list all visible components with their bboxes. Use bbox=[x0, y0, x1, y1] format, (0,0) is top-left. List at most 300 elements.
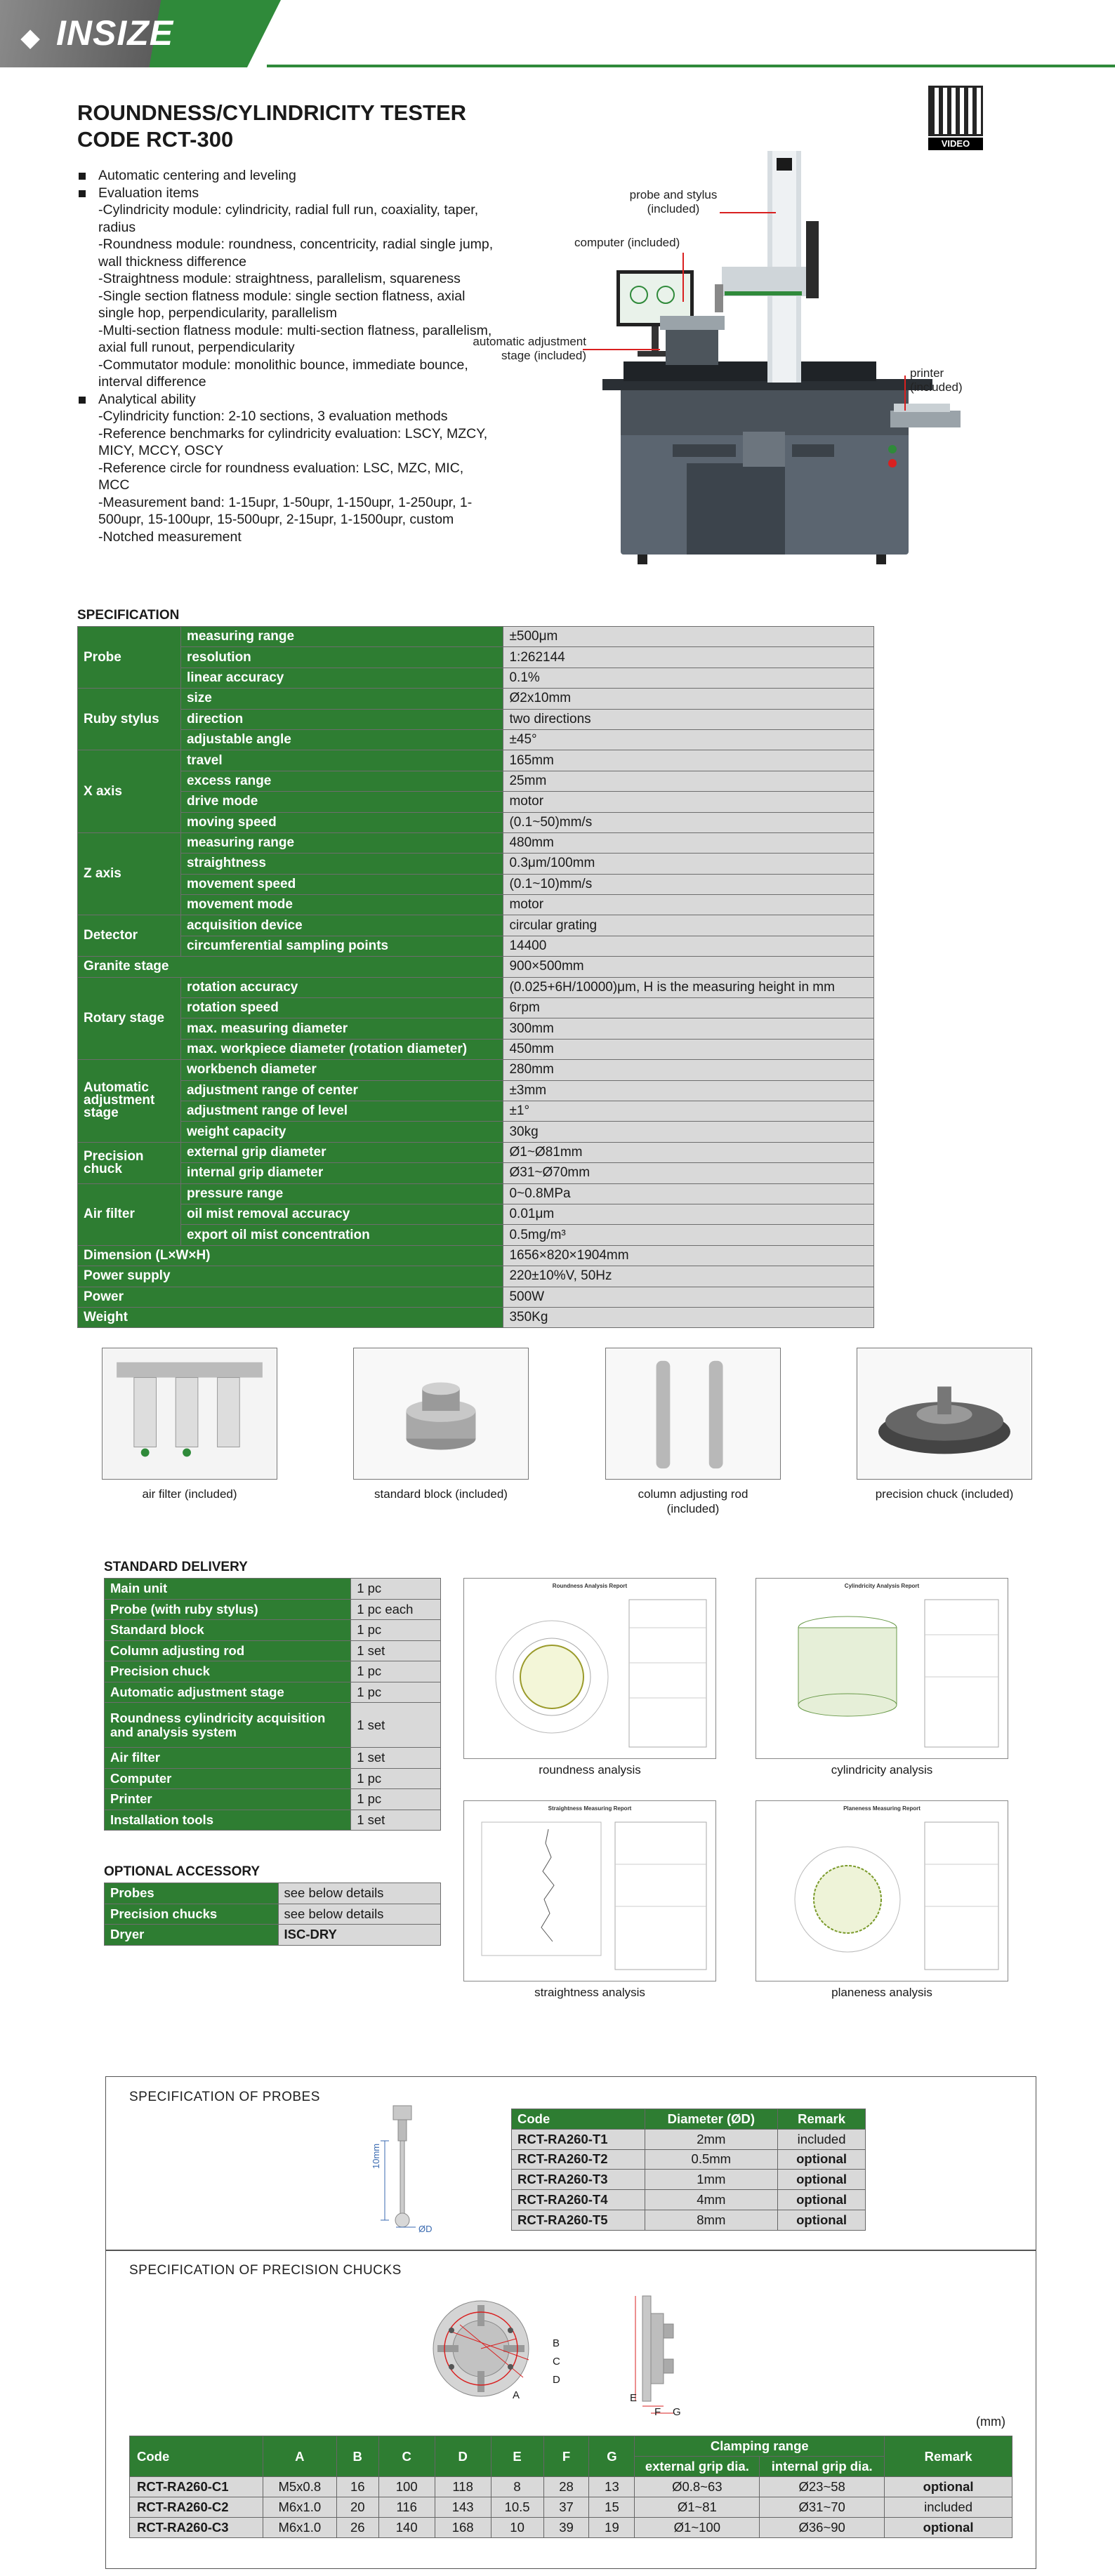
spec-value: motor bbox=[503, 895, 874, 915]
spec-row bbox=[78, 1204, 874, 1224]
probe-remark: optional bbox=[778, 2190, 866, 2210]
logo-arrow-icon: ◆ bbox=[21, 25, 40, 51]
feature-subitem: -Single section flatness module: single section flatness, axial single hop, perpendicularity, parallelism bbox=[98, 288, 466, 321]
probe-row bbox=[512, 2170, 866, 2190]
chuck-value: Ø1~81 bbox=[635, 2497, 760, 2518]
spec-param: adjustment range of center bbox=[180, 1080, 503, 1101]
optional-accessory-table bbox=[104, 1883, 441, 1946]
feature-list bbox=[77, 167, 499, 545]
callout-line-probe bbox=[720, 212, 776, 213]
delivery-row bbox=[105, 1789, 441, 1810]
accessory-detail: see below details bbox=[278, 1883, 440, 1904]
feature-subitem: -Multi-section flatness module: multi-section flatness, parallelism, axial full runout, perpendicularity bbox=[98, 322, 492, 355]
chuck-label-b: B bbox=[553, 2337, 560, 2349]
chuck-value: 20 bbox=[336, 2497, 378, 2518]
box-divider bbox=[105, 2250, 1036, 2251]
chuck-value: 8 bbox=[491, 2477, 543, 2497]
probe-diagram bbox=[365, 2102, 442, 2236]
chuck-label-g: G bbox=[673, 2406, 681, 2418]
title-line-2: CODE RCT-300 bbox=[77, 127, 234, 152]
chuck-value: Ø1~100 bbox=[635, 2518, 760, 2538]
delivery-item: Main unit bbox=[105, 1579, 351, 1600]
chuck-value: M6x1.0 bbox=[263, 2518, 336, 2538]
delivery-row bbox=[105, 1810, 441, 1831]
spec-param: size bbox=[180, 689, 503, 709]
chuck-row bbox=[130, 2477, 1012, 2497]
chuck-front-diagram bbox=[418, 2290, 558, 2409]
spec-value: motor bbox=[503, 792, 874, 812]
probes-heading: SPECIFICATION OF PROBES bbox=[129, 2090, 320, 2104]
probe-code: RCT-RA260-T4 bbox=[512, 2190, 645, 2210]
spec-value: 450mm bbox=[503, 1039, 874, 1059]
callout-stage: automatic adjustment stage (included) bbox=[473, 335, 586, 362]
spec-row bbox=[78, 895, 874, 915]
spec-table bbox=[77, 626, 874, 1328]
spec-param: movement mode bbox=[180, 895, 503, 915]
delivery-qty: 1 set bbox=[351, 1810, 441, 1831]
chuck-value: 143 bbox=[435, 2497, 491, 2518]
spec-row bbox=[78, 668, 874, 688]
chuck-value: optional bbox=[885, 2477, 1012, 2497]
spec-group-label: Z axis bbox=[78, 832, 181, 915]
delivery-qty: 1 pc bbox=[351, 1620, 441, 1641]
feature-subitem: -Straightness module: straightness, parallelism, squareness bbox=[98, 271, 461, 286]
delivery-qty: 1 pc bbox=[351, 1768, 441, 1789]
chuck-value: optional bbox=[885, 2518, 1012, 2538]
probes-table bbox=[511, 2109, 866, 2231]
delivery-item: Printer bbox=[105, 1789, 351, 1810]
delivery-item: Automatic adjustment stage bbox=[105, 1682, 351, 1703]
spec-param: moving speed bbox=[180, 812, 503, 832]
chuck-value: 26 bbox=[336, 2518, 378, 2538]
accessory-item: Probes bbox=[105, 1883, 279, 1904]
chuck-row bbox=[130, 2518, 1012, 2538]
feature-subitem: -Measurement band: 1-15upr, 1-50upr, 1-150upr, 1-250upr, 1-500upr, 15-100upr, 15-500upr, 2-15upr, 1-1500upr, custom bbox=[98, 494, 473, 527]
spec-row bbox=[78, 729, 874, 750]
spec-row bbox=[78, 1307, 874, 1327]
spec-group-label: Ruby stylus bbox=[78, 689, 181, 750]
chuck-value: Ø36~90 bbox=[760, 2518, 885, 2538]
probe-diameter: 8mm bbox=[645, 2210, 778, 2230]
callout-probe: probe and stylus (included) bbox=[629, 188, 718, 215]
delivery-item: Roundness cylindricity acquisition and analysis system bbox=[105, 1703, 351, 1748]
chuck-side-diagram bbox=[628, 2285, 720, 2419]
delivery-row bbox=[105, 1748, 441, 1769]
feature-subitem: -Cylindricity module: cylindricity, radial full run, coaxiality, taper, radius bbox=[98, 202, 479, 235]
spec-param: measuring range bbox=[180, 627, 503, 647]
spec-value: circular grating bbox=[503, 915, 874, 936]
accessory-row bbox=[105, 1883, 441, 1904]
spec-value: 0.1% bbox=[503, 668, 874, 688]
spec-param: circumferential sampling points bbox=[180, 936, 503, 956]
feature-subitem: -Roundness module: roundness, concentricity, radial single jump, wall thickness difference bbox=[98, 237, 494, 270]
cylindricity-plot bbox=[756, 1579, 1009, 1760]
chuck-value: 28 bbox=[543, 2477, 589, 2497]
delivery-qty: 1 set bbox=[351, 1703, 441, 1748]
spec-row bbox=[78, 1245, 874, 1266]
spec-row bbox=[78, 1183, 874, 1204]
spec-row bbox=[78, 1080, 874, 1101]
spec-value: 1:262144 bbox=[503, 647, 874, 668]
spec-group-label: Power bbox=[78, 1287, 503, 1307]
chuck-value: 13 bbox=[589, 2477, 635, 2497]
delivery-qty: 1 pc each bbox=[351, 1599, 441, 1620]
delivery-row bbox=[105, 1661, 441, 1682]
qr-icon bbox=[928, 86, 983, 136]
spec-value: (0.025+6H/10000)μm, H is the measuring height in mm bbox=[503, 977, 874, 997]
report-caption-cylindricity: cylindricity analysis bbox=[831, 1763, 933, 1777]
delivery-row bbox=[105, 1579, 441, 1600]
chuck-value: Ø31~70 bbox=[760, 2497, 885, 2518]
spec-row bbox=[78, 647, 874, 668]
probe-row bbox=[512, 2190, 866, 2210]
spec-value: 300mm bbox=[503, 1018, 874, 1039]
chuck-label-c: C bbox=[553, 2356, 560, 2368]
precision-chuck-image bbox=[857, 1348, 1032, 1480]
chuck-label-f: F bbox=[654, 2406, 661, 2418]
spec-param: oil mist removal accuracy bbox=[180, 1204, 503, 1224]
spec-value: 0~0.8MPa bbox=[503, 1183, 874, 1204]
callout-line-computer bbox=[682, 253, 684, 302]
spec-row bbox=[78, 1225, 874, 1245]
callout-computer: computer (included) bbox=[574, 236, 680, 249]
spec-value: Ø31~Ø70mm bbox=[503, 1163, 874, 1183]
spec-group-label: Air filter bbox=[78, 1183, 181, 1245]
spec-row bbox=[78, 1060, 874, 1080]
chucks-header: G bbox=[589, 2436, 635, 2477]
feature-subitem: -Notched measurement bbox=[98, 529, 242, 545]
spec-value: ±500μm bbox=[503, 627, 874, 647]
probe-row bbox=[512, 2210, 866, 2230]
spec-value: 165mm bbox=[503, 750, 874, 771]
optional-accessory-title: OPTIONAL ACCESSORY bbox=[104, 1864, 260, 1879]
cylindricity-report bbox=[756, 1578, 1008, 1759]
probes-header: Diameter (ØD) bbox=[645, 2109, 778, 2130]
spec-value: 14400 bbox=[503, 936, 874, 956]
chuck-value: 116 bbox=[378, 2497, 435, 2518]
spec-value: two directions bbox=[503, 709, 874, 729]
chuck-value: 16 bbox=[336, 2477, 378, 2497]
spec-value: 0.5mg/m³ bbox=[503, 1225, 874, 1245]
spec-param: pressure range bbox=[180, 1183, 503, 1204]
spec-row bbox=[78, 771, 874, 791]
delivery-qty: 1 set bbox=[351, 1640, 441, 1661]
delivery-item: Precision chuck bbox=[105, 1661, 351, 1682]
chuck-value: M5x0.8 bbox=[263, 2477, 336, 2497]
spec-row bbox=[78, 874, 874, 894]
standard-delivery-title: STANDARD DELIVERY bbox=[104, 1560, 248, 1574]
spec-param: external grip diameter bbox=[180, 1142, 503, 1162]
accessory-detail: ISC-DRY bbox=[278, 1925, 440, 1946]
delivery-qty: 1 pc bbox=[351, 1661, 441, 1682]
spec-value: 0.01μm bbox=[503, 1204, 874, 1224]
straightness-plot bbox=[464, 1801, 717, 1982]
delivery-row bbox=[105, 1599, 441, 1620]
callout-line-printer bbox=[904, 376, 906, 411]
chuck-code: RCT-RA260-C1 bbox=[130, 2477, 263, 2497]
brand-logo: INSIZE bbox=[56, 13, 174, 53]
spec-row bbox=[78, 1142, 874, 1162]
delivery-row bbox=[105, 1703, 441, 1748]
spec-param: max. measuring diameter bbox=[180, 1018, 503, 1039]
spec-param: direction bbox=[180, 709, 503, 729]
spec-value: Ø2x10mm bbox=[503, 689, 874, 709]
probe-row bbox=[512, 2129, 866, 2149]
chuck-code: RCT-RA260-C3 bbox=[130, 2518, 263, 2538]
chuck-value: included bbox=[885, 2497, 1012, 2518]
spec-group-label: X axis bbox=[78, 750, 181, 833]
chuck-label-e: E bbox=[630, 2392, 638, 2404]
spec-row bbox=[78, 854, 874, 874]
probe-diameter: 2mm bbox=[645, 2129, 778, 2149]
spec-value: Ø1~Ø81mm bbox=[503, 1142, 874, 1162]
probe-diameter: 4mm bbox=[645, 2190, 778, 2210]
spec-param: straightness bbox=[180, 854, 503, 874]
spec-group-label: Weight bbox=[78, 1307, 503, 1327]
qr-label: VIDEO bbox=[928, 138, 983, 150]
spec-group-label: Detector bbox=[78, 915, 181, 957]
report-title: Planeness Measuring Report bbox=[843, 1805, 921, 1812]
spec-value: 1656×820×1904mm bbox=[503, 1245, 874, 1266]
delivery-item: Computer bbox=[105, 1768, 351, 1789]
delivery-row bbox=[105, 1640, 441, 1661]
chuck-value: 118 bbox=[435, 2477, 491, 2497]
chucks-header: D bbox=[435, 2436, 491, 2477]
probe-code: RCT-RA260-T2 bbox=[512, 2149, 645, 2170]
report-title: Roundness Analysis Report bbox=[552, 1583, 628, 1589]
standard-delivery-table bbox=[104, 1578, 441, 1831]
spec-row bbox=[78, 792, 874, 812]
spec-param: resolution bbox=[180, 647, 503, 668]
spec-value: (0.1~10)mm/s bbox=[503, 874, 874, 894]
spec-row bbox=[78, 627, 874, 647]
callout-printer: printer (included) bbox=[910, 366, 963, 394]
spec-value: 480mm bbox=[503, 832, 874, 853]
thumb-caption-column-rod: column adjusting rod (included) bbox=[638, 1487, 748, 1515]
chuck-value: Ø0.8~63 bbox=[635, 2477, 760, 2497]
air-filter-image bbox=[102, 1348, 277, 1480]
probe-remark: optional bbox=[778, 2210, 866, 2230]
chuck-value: Ø23~58 bbox=[760, 2477, 885, 2497]
spec-param: measuring range bbox=[180, 832, 503, 853]
straightness-report bbox=[463, 1800, 716, 1981]
spec-group-label: Power supply bbox=[78, 1266, 503, 1287]
probes-header: Code bbox=[512, 2109, 645, 2130]
spec-group-label: Dimension (L×W×H) bbox=[78, 1245, 503, 1266]
accessory-detail: see below details bbox=[278, 1904, 440, 1925]
spec-value: 220±10%V, 50Hz bbox=[503, 1266, 874, 1287]
spec-row bbox=[78, 936, 874, 956]
chucks-header: E bbox=[491, 2436, 543, 2477]
spec-value: (0.1~50)mm/s bbox=[503, 812, 874, 832]
feature-bullet: Automatic centering and leveling bbox=[77, 167, 499, 185]
spec-param: export oil mist concentration bbox=[180, 1225, 503, 1245]
delivery-row bbox=[105, 1620, 441, 1641]
spec-value: ±45° bbox=[503, 729, 874, 750]
spec-row bbox=[78, 689, 874, 709]
chuck-label-d: D bbox=[553, 2374, 560, 2386]
accessory-row bbox=[105, 1925, 441, 1946]
delivery-item: Column adjusting rod bbox=[105, 1640, 351, 1661]
spec-row bbox=[78, 1163, 874, 1183]
report-caption-roundness: roundness analysis bbox=[539, 1763, 641, 1777]
accessory-item: Dryer bbox=[105, 1925, 279, 1946]
chucks-header: Clamping range bbox=[635, 2436, 885, 2457]
feature-subitem: -Cylindricity function: 2-10 sections, 3 evaluation methods bbox=[98, 409, 448, 424]
spec-row bbox=[78, 1122, 874, 1142]
spec-group-label: Automatic adjustment stage bbox=[78, 1060, 181, 1143]
delivery-qty: 1 pc bbox=[351, 1789, 441, 1810]
spec-value: 500W bbox=[503, 1287, 874, 1307]
probe-code: RCT-RA260-T3 bbox=[512, 2170, 645, 2190]
spec-row bbox=[78, 832, 874, 853]
spec-row bbox=[78, 1039, 874, 1059]
probe-remark: optional bbox=[778, 2149, 866, 2170]
spec-group-label: Rotary stage bbox=[78, 977, 181, 1060]
chuck-value: M6x1.0 bbox=[263, 2497, 336, 2518]
thumb-caption-air-filter: air filter (included) bbox=[142, 1487, 237, 1501]
spec-row bbox=[78, 812, 874, 832]
spec-row bbox=[78, 1101, 874, 1121]
spec-value: ±3mm bbox=[503, 1080, 874, 1101]
probes-header: Remark bbox=[778, 2109, 866, 2130]
chuck-value: 140 bbox=[378, 2518, 435, 2538]
report-caption-straightness: straightness analysis bbox=[534, 1986, 645, 1999]
spec-param: workbench diameter bbox=[180, 1060, 503, 1080]
probes-header-row bbox=[512, 2109, 866, 2130]
spec-param: rotation speed bbox=[180, 998, 503, 1018]
delivery-item: Air filter bbox=[105, 1748, 351, 1769]
chucks-header: A bbox=[263, 2436, 336, 2477]
chuck-label-a: A bbox=[513, 2389, 520, 2401]
delivery-row bbox=[105, 1682, 441, 1703]
spec-value: 0.3μm/100mm bbox=[503, 854, 874, 874]
spec-value: 280mm bbox=[503, 1060, 874, 1080]
spec-row bbox=[78, 1287, 874, 1307]
spec-row bbox=[78, 1018, 874, 1039]
spec-param: linear accuracy bbox=[180, 668, 503, 688]
chucks-header: Remark bbox=[885, 2436, 1012, 2477]
standard-block-image bbox=[353, 1348, 529, 1480]
spec-group-label: Probe bbox=[78, 627, 181, 689]
header-bar bbox=[0, 0, 1115, 67]
spec-row bbox=[78, 915, 874, 936]
probe-remark: optional bbox=[778, 2170, 866, 2190]
chucks-header: F bbox=[543, 2436, 589, 2477]
spec-param: rotation accuracy bbox=[180, 977, 503, 997]
spec-row bbox=[78, 998, 874, 1018]
chuck-code: RCT-RA260-C2 bbox=[130, 2497, 263, 2518]
spec-param: adjustment range of level bbox=[180, 1101, 503, 1121]
qr-code[interactable] bbox=[928, 86, 984, 150]
planeness-report bbox=[756, 1800, 1008, 1981]
callout-line-stage bbox=[583, 349, 660, 350]
accessory-item: Precision chucks bbox=[105, 1904, 279, 1925]
chuck-value: 37 bbox=[543, 2497, 589, 2518]
page-title bbox=[77, 100, 466, 153]
chuck-value: 15 bbox=[589, 2497, 635, 2518]
delivery-item: Probe (with ruby stylus) bbox=[105, 1599, 351, 1620]
feature-subitem: -Commutator module: monolithic bounce, immediate bounce, interval difference bbox=[98, 357, 468, 390]
delivery-item: Standard block bbox=[105, 1620, 351, 1641]
spec-param: acquisition device bbox=[180, 915, 503, 936]
spec-value: 30kg bbox=[503, 1122, 874, 1142]
delivery-item: Installation tools bbox=[105, 1810, 351, 1831]
thumb-caption-precision-chuck: precision chuck (included) bbox=[875, 1487, 1014, 1501]
spec-param: max. workpiece diameter (rotation diameter) bbox=[180, 1039, 503, 1059]
spec-value: 900×500mm bbox=[503, 957, 874, 977]
delivery-row bbox=[105, 1768, 441, 1789]
chucks-heading: SPECIFICATION OF PRECISION CHUCKS bbox=[129, 2263, 402, 2278]
chucks-subheader: external grip dia. bbox=[635, 2457, 760, 2477]
spec-param: internal grip diameter bbox=[180, 1163, 503, 1183]
chucks-header: Code bbox=[130, 2436, 263, 2477]
spec-row bbox=[78, 709, 874, 729]
probe-diameter-label: ØD bbox=[418, 2224, 433, 2234]
chuck-value: 10.5 bbox=[491, 2497, 543, 2518]
thumb-caption-standard-block: standard block (included) bbox=[374, 1487, 508, 1501]
spec-value: 6rpm bbox=[503, 998, 874, 1018]
spec-param: drive mode bbox=[180, 792, 503, 812]
probe-diameter: 1mm bbox=[645, 2170, 778, 2190]
chucks-table bbox=[129, 2436, 1012, 2538]
report-title: Cylindricity Analysis Report bbox=[844, 1583, 920, 1589]
spec-row bbox=[78, 1266, 874, 1287]
spec-value: 350Kg bbox=[503, 1307, 874, 1327]
header-rule bbox=[267, 65, 1115, 67]
chuck-value: 168 bbox=[435, 2518, 491, 2538]
chucks-header: C bbox=[378, 2436, 435, 2477]
spec-row bbox=[78, 750, 874, 771]
planeness-plot bbox=[756, 1801, 1009, 1982]
chuck-value: 100 bbox=[378, 2477, 435, 2497]
chuck-value: 39 bbox=[543, 2518, 589, 2538]
spec-row bbox=[78, 977, 874, 997]
spec-param: movement speed bbox=[180, 874, 503, 894]
spec-param: weight capacity bbox=[180, 1122, 503, 1142]
spec-group-label: Precision chuck bbox=[78, 1142, 181, 1183]
chuck-value: 10 bbox=[491, 2518, 543, 2538]
feature-bullet: Evaluation items bbox=[77, 185, 499, 202]
report-title: Straightness Measuring Report bbox=[548, 1805, 632, 1812]
spec-param: travel bbox=[180, 750, 503, 771]
probe-code: RCT-RA260-T1 bbox=[512, 2129, 645, 2149]
feature-bullet: Analytical ability bbox=[77, 391, 499, 409]
probe-remark: included bbox=[778, 2129, 866, 2149]
spec-row bbox=[78, 957, 874, 977]
accessory-row bbox=[105, 1904, 441, 1925]
delivery-qty: 1 set bbox=[351, 1748, 441, 1769]
report-caption-planeness: planeness analysis bbox=[831, 1986, 932, 1999]
chuck-value: 19 bbox=[589, 2518, 635, 2538]
roundness-plot bbox=[464, 1579, 717, 1760]
spec-param: adjustable angle bbox=[180, 729, 503, 750]
probe-row bbox=[512, 2149, 866, 2170]
unit-label: (mm) bbox=[976, 2415, 1005, 2429]
spec-group-label: Granite stage bbox=[78, 957, 503, 977]
chucks-header: B bbox=[336, 2436, 378, 2477]
probe-length-label: 10mm bbox=[371, 2143, 381, 2169]
title-line-1: ROUNDNESS/CYLINDRICITY TESTER bbox=[77, 100, 467, 125]
chucks-header-row bbox=[130, 2436, 1012, 2457]
column-adjusting-rod-image bbox=[605, 1348, 781, 1480]
probe-code: RCT-RA260-T5 bbox=[512, 2210, 645, 2230]
chuck-row bbox=[130, 2497, 1012, 2518]
chucks-subheader: internal grip dia. bbox=[760, 2457, 885, 2477]
spec-value: ±1° bbox=[503, 1101, 874, 1121]
feature-subitem: -Reference circle for roundness evaluation: LSC, MZC, MIC, MCC bbox=[98, 460, 464, 493]
delivery-qty: 1 pc bbox=[351, 1682, 441, 1703]
